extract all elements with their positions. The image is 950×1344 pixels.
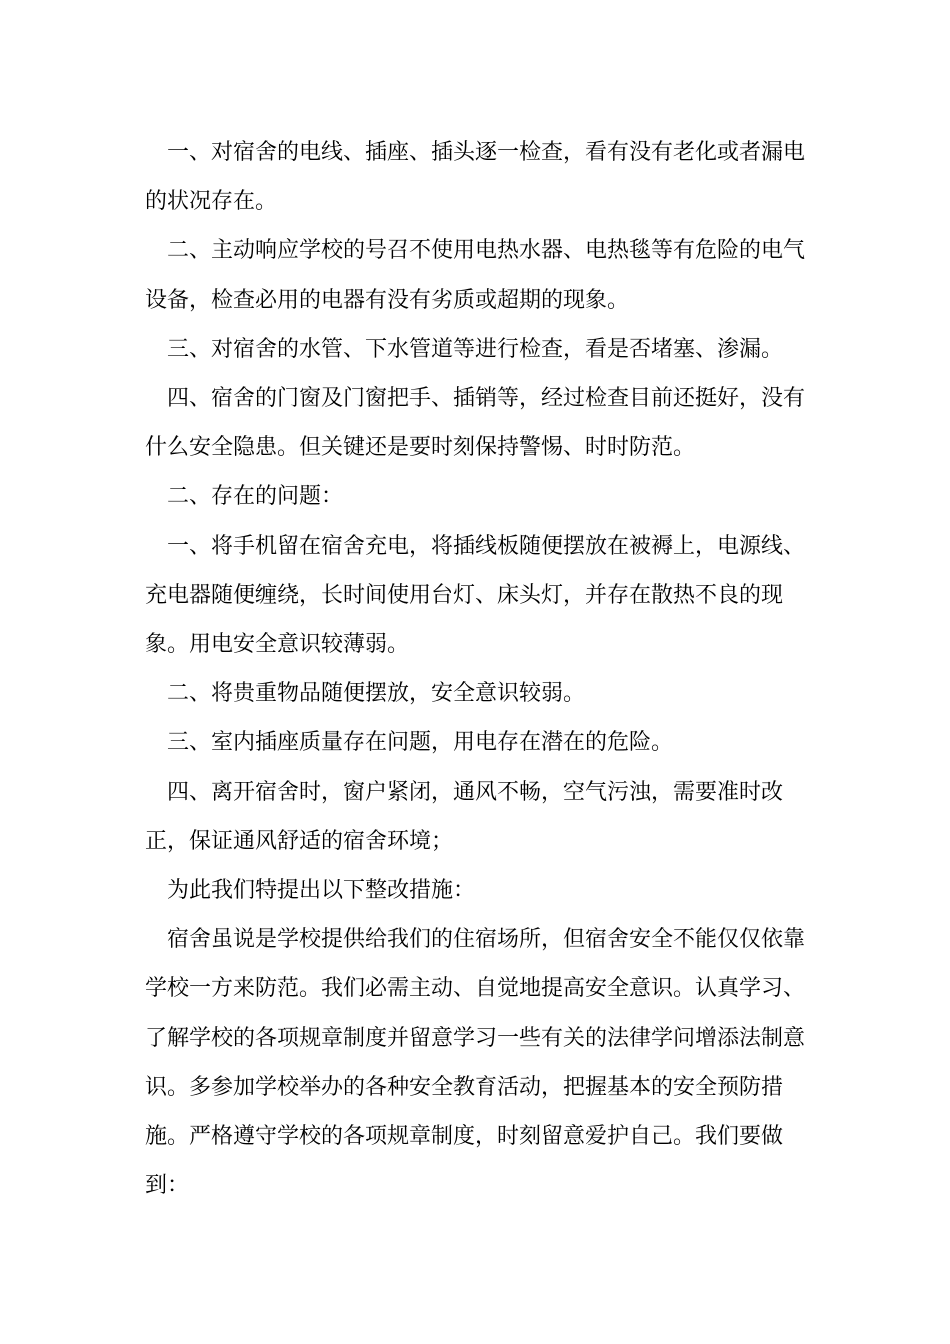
paragraph-2: 二、主动响应学校的号召不使用电热水器、电热毯等有危险的电气设备，检查必用的电器有没有劣质或超期的现象。	[145, 238, 806, 313]
paragraph-1: 一、对宿舍的电线、插座、插头逐一检查，看有没有老化或者漏电的状况存在。	[145, 140, 806, 215]
paragraph-9: 宿舍虽说是学校提供给我们的住宿场所，但宿舍安全不能仅仅依靠学校一方来防范。我们必需主动、自觉地提高安全意识。认真学习、了解学校的各项规章制度并留意学习一些有关的法律学问增添法制意识。多参加学校举办的各种安全教育活动，把握基本的安全预防措施。严格遵守学校的各项规章制度，时刻留意爱护自己。我们要做到：	[145, 927, 806, 1199]
paragraph-6: 二、将贵重物品随便摆放，安全意识较弱。	[167, 681, 586, 707]
paragraph-4: 四、宿舍的门窗及门窗把手、插销等，经过检查目前还挺好，没有什么安全隐患。但关键还是要时刻保持警惕、时时防范。	[145, 386, 806, 461]
paragraph-5: 一、将手机留在宿舍充电，将插线板随便摆放在被褥上，电源线、充电器随便缠绕，长时间使用台灯、床头灯，并存在散热不良的现象。用电安全意识较薄弱。	[145, 533, 806, 658]
section-heading-problems: 二、存在的问题：	[167, 484, 344, 510]
paragraph-8: 四、离开宿舍时，窗户紧闭，通风不畅，空气污浊，需要准时改正，保证通风舒适的宿舍环境；	[145, 779, 784, 854]
paragraph-3: 三、对宿舍的水管、下水管道等进行检查，看是否堵塞、渗漏。	[167, 336, 784, 362]
document-body	[145, 128, 810, 1210]
paragraph-7: 三、室内插座质量存在问题，用电存在潜在的危险。	[167, 730, 674, 756]
measures-intro: 为此我们特提出以下整改措施：	[167, 878, 476, 904]
